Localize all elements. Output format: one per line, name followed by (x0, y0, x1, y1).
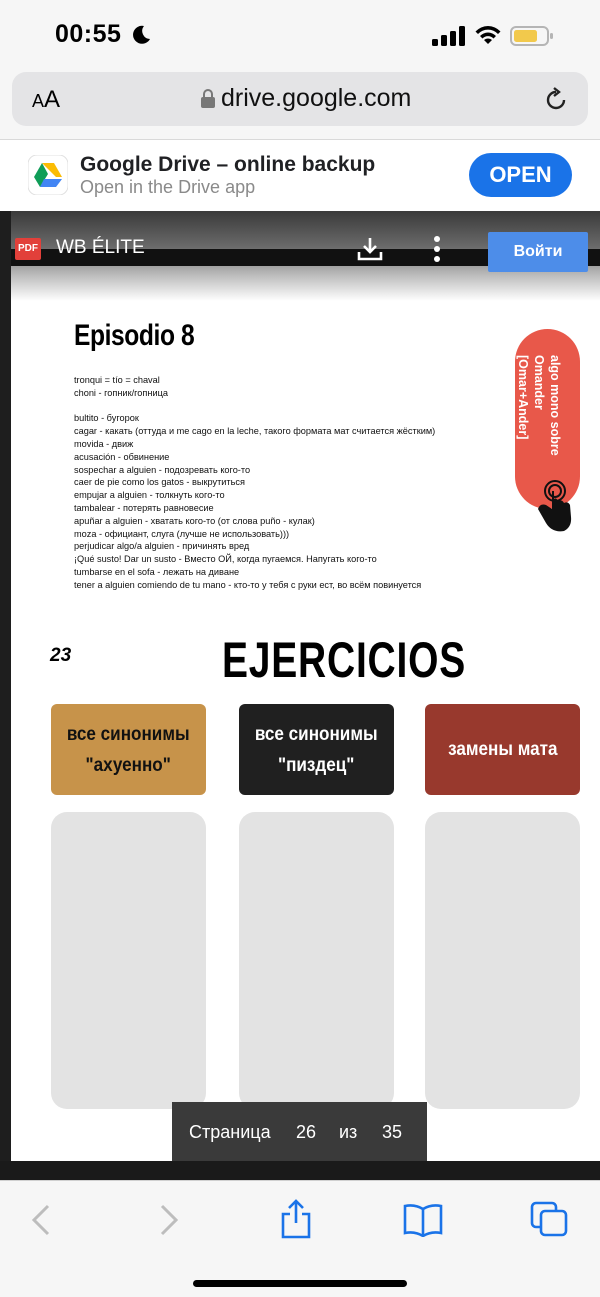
address-bar[interactable] (12, 72, 588, 126)
text-size-button[interactable]: AA (32, 86, 61, 113)
exercise-card-synonyms-2[interactable] (239, 704, 394, 795)
moon-icon (130, 24, 152, 46)
answer-placeholder (51, 812, 206, 1109)
answer-placeholder (239, 812, 394, 1109)
banner-subtitle: Open in the Drive app (80, 177, 256, 197)
pointing-hand-icon (524, 479, 574, 535)
status-bar (0, 0, 600, 66)
card-label: все синонимы "ахуенно" (67, 723, 190, 776)
card-label: замены мата (447, 739, 558, 760)
page-indicator-total: 35 (382, 1122, 403, 1142)
lock-icon (200, 88, 216, 108)
browser-address-area (0, 66, 600, 140)
wifi-icon (474, 24, 502, 46)
viewer-left-edge (0, 211, 11, 1180)
home-indicator (193, 1280, 407, 1287)
vocab-line: tumbarse en el sofa - лежать на диване (74, 566, 240, 577)
back-icon[interactable] (28, 1203, 52, 1237)
vocab-line: moza - официант, слуга (лучше не использовать))) (74, 528, 290, 539)
drive-app-banner (0, 141, 600, 211)
pdf-file-icon: PDF (15, 238, 41, 260)
vocab-line: caer de pie como los gatos - выкрутиться (74, 477, 245, 488)
bookmarks-icon[interactable] (403, 1203, 443, 1237)
exercise-card-replacements[interactable] (425, 704, 580, 795)
url-text[interactable]: drive.google.com (221, 84, 412, 112)
banner-title: Google Drive – online backup (80, 153, 376, 176)
page-indicator-prefix: Страница (189, 1122, 271, 1142)
episode-title: Episodio 8 (74, 319, 195, 352)
vocab-line: tener a alguien comiendo de tu mano - кто-то у тебя с руки ест, во всём повинуется (74, 579, 422, 590)
vocab-line: tronqui = tío = chaval (74, 375, 160, 385)
file-name: WB ÉLITE (56, 237, 145, 258)
tabs-icon[interactable] (530, 1201, 568, 1237)
side-tab-text: algo mono sobre Omander [Omar+Ander] (516, 355, 562, 456)
login-button[interactable]: Войти (488, 232, 588, 272)
answer-placeholder (425, 812, 580, 1109)
download-icon[interactable] (356, 235, 384, 263)
vocabulary-list (74, 374, 514, 592)
vocab-line: choni - гопник/гопница (74, 387, 168, 398)
vocab-line: perjudicar algo/a alguien - причинять вред (74, 541, 250, 552)
open-in-app-button[interactable]: OPEN (469, 153, 572, 197)
vocab-line: apuñar a alguien - хватать кого-то (от слова puño - кулак) (74, 515, 315, 526)
section-title: EJERCICIOS (222, 632, 467, 688)
browser-toolbar (0, 1180, 600, 1297)
pdf-viewer (0, 211, 600, 1180)
page-indicator (172, 1102, 427, 1163)
viewer-bottom-strip (0, 1161, 600, 1180)
vocab-line: movida - движ (74, 438, 134, 449)
share-icon[interactable] (279, 1199, 313, 1239)
vocab-line: bultito - бугорок (74, 413, 139, 424)
status-time: 00:55 (55, 20, 122, 48)
forward-icon[interactable] (158, 1203, 182, 1237)
reload-icon[interactable] (542, 86, 570, 114)
vocab-line: ¡Qué susto! Dar un susto - Вместо ОЙ, когда пугаемся. Напугать кого-то (74, 554, 377, 565)
cellular-signal-icon (432, 26, 466, 46)
battery-icon (510, 26, 554, 46)
page-indicator-separator: из (339, 1122, 358, 1142)
vocab-line: acusación - обвинение (74, 451, 170, 462)
more-options-icon[interactable] (430, 235, 444, 263)
vocab-line: empujar a alguien - толкнуть кого-то (74, 490, 225, 501)
vocab-line: tambalear - потерять равновесие (74, 502, 214, 513)
exercise-card-synonyms-1[interactable] (51, 704, 206, 795)
page-number: 23 (50, 645, 72, 666)
page-indicator-current: 26 (296, 1122, 317, 1142)
google-drive-logo-icon (28, 155, 68, 195)
vocab-line: sospechar a alguien - подозревать кого-то (74, 464, 251, 475)
card-label: все синонимы "пиздец" (255, 723, 378, 776)
vocab-line: cagar - какать (оттуда и me cago en la leche, такого формата мат считается жёстким) (74, 426, 436, 437)
